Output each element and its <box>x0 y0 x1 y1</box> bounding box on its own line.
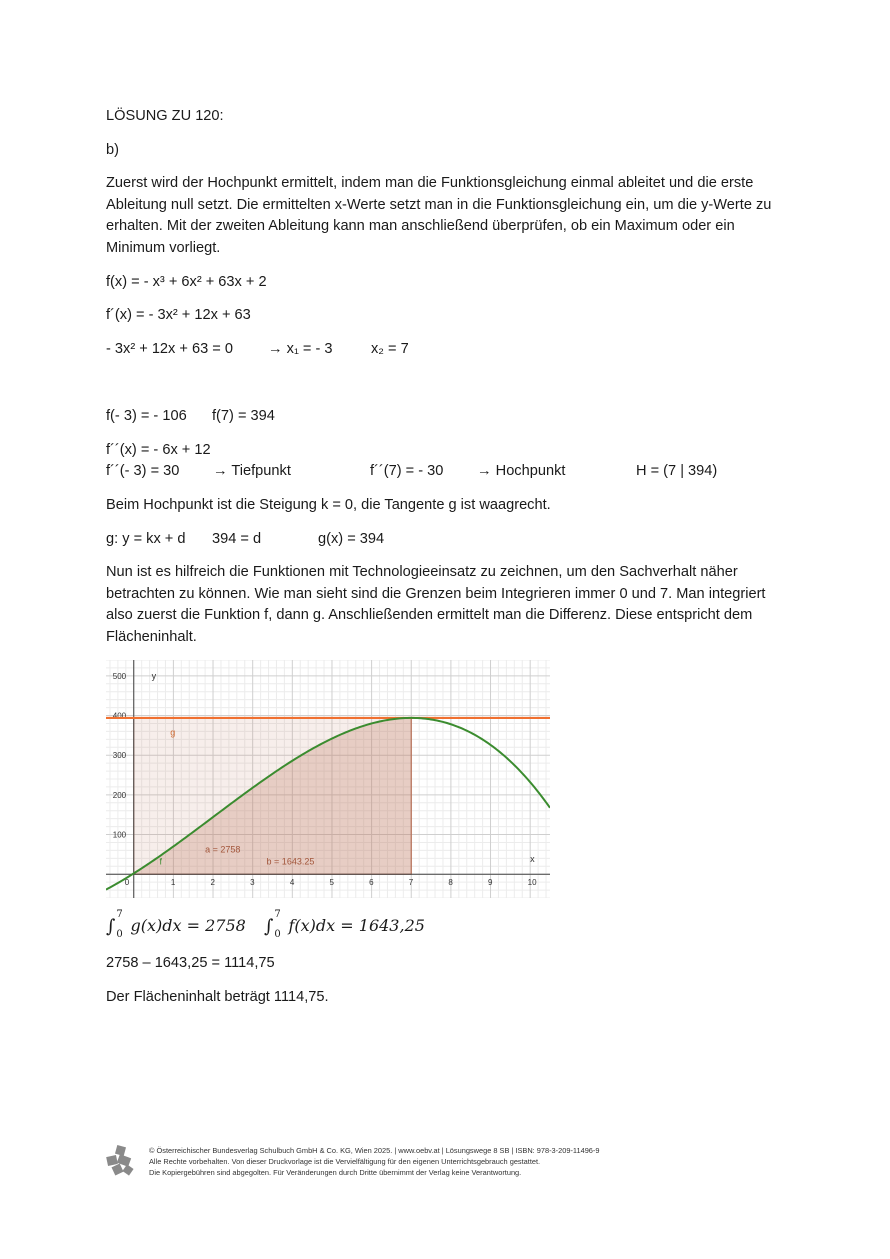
footer <box>149 1145 600 1178</box>
function-f-label: f <box>159 856 163 867</box>
solution-x2: x₂ = 7 <box>371 341 409 357</box>
result-hochpunkt: → Hochpunkt <box>477 463 566 479</box>
y-tick-label: 200 <box>112 790 127 800</box>
footer-copyright: © Österreichischer Bundesverlag Schulbuch GmbH & Co. KG, Wien 2025. | www.oebv.at | Lösungswege 8 SB | ISBN: 978-3-209-11496-9 <box>149 1146 600 1155</box>
x-tick-label: 6 <box>369 878 374 888</box>
first-derivative: f´(x) = - 3x² + 12x + 63 <box>106 307 251 323</box>
x-tick-label: 1 <box>170 878 176 888</box>
x-tick-label: 7 <box>408 878 414 888</box>
result-tiefpunkt: → Tiefpunkt <box>213 463 291 479</box>
y-tick-label: 300 <box>112 751 127 761</box>
second-derivative: f´´(x) = - 6x + 12 <box>106 442 211 458</box>
tangent-equation: g: y = kx + d <box>106 531 186 547</box>
x-axis-label: x <box>530 854 535 865</box>
area-a-label: a = 2758 <box>205 844 241 855</box>
footer-rights: Alle Rechte vorbehalten. Von dieser Druckvorlage ist die Vervielfältigung für den eigenen Unterrichtsgebrauch gestattet. <box>149 1157 541 1166</box>
conclusion: Der Flächeninhalt beträgt 1114,75. <box>106 989 329 1005</box>
integral-upper-f: 7 <box>274 908 281 920</box>
x-tick-label: 9 <box>488 878 493 888</box>
part-label: b) <box>106 142 119 158</box>
integral-g <box>106 908 246 940</box>
integral-lower-g: 0 <box>116 928 123 940</box>
y-tick-label: 100 <box>112 830 127 840</box>
integral-upper-g: 7 <box>116 908 123 920</box>
footer-liability: Die Kopiergebühren sind abgegolten. Für Veränderungen durch Dritte übernimmt der Verlag keine Verantwortung. <box>149 1168 522 1177</box>
integral-g-expression: g(x)dx = 2758 <box>130 916 246 935</box>
second-derivative-b: f´´(7) = - 30 <box>370 463 444 479</box>
technology-paragraph: Nun ist es hilfreich die Funktionen mit Technologieeinsatz zu zeichnen, um den Sachverhalt näher betrachten zu können. Wie man sieht sind die Grenzen beim Integrieren immer 0 und 7. Man integriert also zuerst die Funktion f, dann g. Anschließenden ermittelt man die Differenz. Diese entspricht dem Flächeninhalt. <box>106 564 766 645</box>
x-tick-label: 10 <box>527 878 537 888</box>
function-equation: f(x) = - x³ + 6x² + 63x + 2 <box>106 274 267 290</box>
x-tick-label: 8 <box>448 878 453 888</box>
difference-calculation: 2758 – 1643,25 = 1114,75 <box>106 955 275 971</box>
derivative-zero-equation: - 3x² + 12x + 63 = 0 <box>106 341 233 357</box>
tangent-d-value: 394 = d <box>212 531 262 547</box>
second-derivative-a: f´´(- 3) = 30 <box>106 463 180 479</box>
integral-sign-f: ∫ <box>264 916 274 937</box>
tangent-sentence: Beim Hochpunkt ist die Steigung k = 0, die Tangente g ist waagrecht. <box>106 497 551 513</box>
x-tick-label: 4 <box>289 878 295 888</box>
high-point: H = (7 | 394) <box>636 463 718 479</box>
intro-paragraph: Zuerst wird der Hochpunkt ermittelt, indem man die Funktionsgleichung einmal ableitet und die erste Ableitung null setzt. Die ermittelten x-Werte setzt man in die Funktionsgleichung ein, um die y-Werte zu erhalten. Mit der zweiten Ableitung kann man anschließend überprüfen, ob ein Maximum oder ein Minimum vorliegt. <box>106 175 772 256</box>
y-tick-label: 500 <box>112 671 127 681</box>
x-tick-label: 5 <box>329 878 334 888</box>
function-value-b: f(7) = 394 <box>212 408 275 424</box>
area-b-label: b = 1643.25 <box>266 856 315 867</box>
integral-lower-f: 0 <box>274 928 281 940</box>
integral-f <box>264 908 425 940</box>
x-tick-label: 3 <box>250 878 255 888</box>
integral-f-expression: f(x)dx = 1643,25 <box>288 916 425 935</box>
x-tick-label: 0 <box>124 878 130 888</box>
y-tick-label: 400 <box>112 711 127 721</box>
integral-sign-g: ∫ <box>106 916 116 937</box>
solution-heading: LÖSUNG ZU 120: <box>106 108 224 124</box>
function-value-a: f(- 3) = - 106 <box>106 408 187 424</box>
publisher-logo-icon <box>104 1144 136 1176</box>
solution-x1: → x₁ = - 3 <box>268 341 333 357</box>
x-tick-label: 2 <box>210 878 215 888</box>
tangent-function: g(x) = 394 <box>318 531 385 547</box>
function-graph <box>106 660 550 898</box>
function-g-label: g <box>170 727 176 738</box>
y-axis-label: y <box>151 670 157 681</box>
